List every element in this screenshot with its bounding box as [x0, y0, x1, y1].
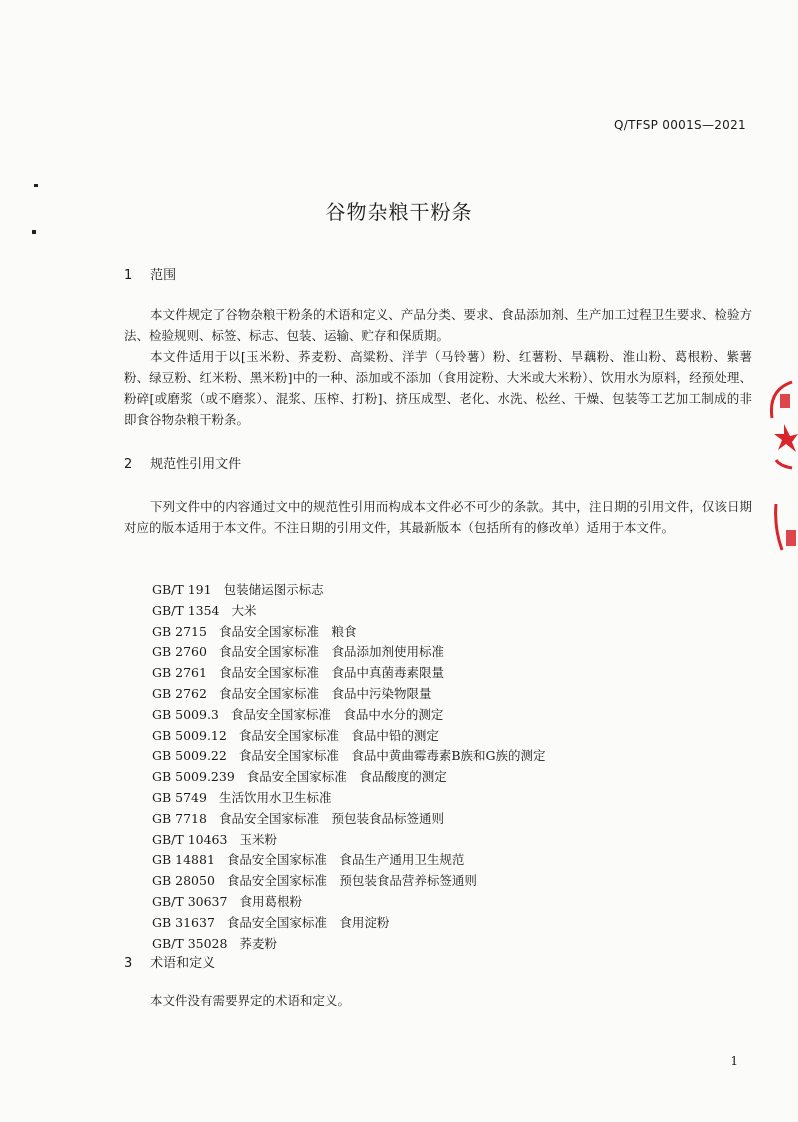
- reference-item: [152, 913, 546, 934]
- section-heading-2: [124, 453, 241, 472]
- reference-item: [152, 892, 546, 913]
- reference-title: 食品安全国家标准 食品中铅的测定: [238, 727, 439, 743]
- reference-item: [152, 684, 546, 705]
- reference-list: [152, 580, 546, 954]
- reference-title: 食品安全国家标准 食品中污染物限量: [218, 685, 432, 701]
- reference-code: GB 5009.22: [152, 748, 227, 764]
- document-number: Q/TFSP 0001S—2021: [614, 118, 746, 132]
- reference-title: 食品安全国家标准 食品中真菌毒素限量: [218, 665, 444, 681]
- reference-item: [152, 809, 546, 830]
- reference-code: GB 7718: [152, 810, 207, 826]
- section-heading-3: [124, 952, 215, 971]
- reference-code: GB/T 191: [152, 582, 212, 597]
- scan-mark: [34, 184, 38, 187]
- reference-code: GB 2762: [152, 685, 207, 701]
- reference-item: [152, 663, 546, 684]
- section-title: 规范性引用文件: [150, 457, 242, 472]
- reference-code: GB 2760: [152, 644, 207, 660]
- reference-code: GB 2761: [152, 665, 207, 681]
- reference-title: 荞麦粉: [239, 935, 277, 951]
- reference-item: [152, 580, 546, 601]
- section-heading-1: [124, 264, 176, 283]
- paragraph: 本文件规定了谷物杂粮干粉条的术语和定义、产品分类、要求、食品添加剂、生产加工过程卫生要求、检验方法、检验规则、标签、标志、包装、运输、贮存和保质期。: [124, 307, 752, 343]
- reference-title: 包装储运图示标志: [223, 582, 324, 597]
- section-title: 术语和定义: [150, 956, 216, 971]
- reference-title: 食品安全国家标准 食用淀粉: [226, 914, 390, 930]
- reference-code: GB 5009.12: [152, 727, 227, 743]
- paragraph: 本文件适用于以[玉米粉、荞麦粉、高粱粉、洋芋（马铃薯）粉、红薯粉、旱藕粉、淮山粉、葛根粉、紫薯粉、绿豆粉、红米粉、黑米粉]中的一种、添加或不添加（食用淀粉、大米或大米粉）、饮用水为原料，经预处理、粉碎[或磨浆（或不磨浆）、混浆、压榨、打粉]、挤压成型、老化、水洗、松丝、干燥、包装等工艺加工制成的非即食谷物杂粮干粉条。: [124, 349, 752, 427]
- section-number: 2: [124, 457, 133, 472]
- reference-item: [152, 850, 546, 871]
- reference-item: [152, 622, 546, 643]
- reference-code: GB 28050: [152, 873, 215, 889]
- reference-title: 玉米粉: [239, 831, 277, 847]
- paragraph: 本文件没有需要界定的术语和定义。: [150, 993, 351, 1008]
- reference-code: GB 5749: [152, 789, 207, 805]
- paragraph: 下列文件中的内容通过文中的规范性引用而构成本文件必不可少的条款。其中，注日期的引用文件，仅该日期对应的版本适用于本文件。不注日期的引用文件，其最新版本（包括所有的修改单）适用于本文件。: [124, 499, 752, 535]
- reference-item: [152, 726, 546, 747]
- reference-title: 食用葛根粉: [239, 893, 302, 909]
- reference-title: 食品安全国家标准 食品中黄曲霉毒素B族和G族的测定: [238, 748, 546, 764]
- reference-item: [152, 601, 546, 622]
- page-number: 1: [730, 1054, 738, 1068]
- reference-title: 食品安全国家标准 食品生产通用卫生规范: [226, 852, 465, 868]
- reference-item: [152, 830, 546, 851]
- reference-item: [152, 871, 546, 892]
- scan-mark: [32, 230, 36, 234]
- reference-code: GB 31637: [152, 914, 215, 930]
- section-title: 范围: [150, 268, 177, 283]
- seal-stamp-icon: [762, 380, 798, 470]
- reference-item: [152, 705, 546, 726]
- reference-item: [152, 788, 546, 809]
- section-number: 1: [124, 268, 133, 283]
- reference-item: [152, 642, 546, 663]
- seal-stamp-fragment-icon: [772, 500, 798, 560]
- reference-code: GB 2715: [152, 623, 207, 639]
- section-number: 3: [124, 956, 133, 971]
- reference-title: 食品安全国家标准 粮食: [218, 623, 357, 639]
- page-title: 谷物杂粮干粉条: [325, 200, 473, 224]
- reference-item: [152, 767, 546, 788]
- reference-code: GB/T 30637: [152, 893, 228, 909]
- reference-code: GB 5009.239: [152, 769, 235, 785]
- reference-title: 食品安全国家标准 预包装食品标签通则: [218, 810, 444, 826]
- reference-title: 大米: [231, 602, 257, 618]
- reference-title: 食品安全国家标准 预包装食品营养标签通则: [226, 873, 477, 889]
- reference-code: GB/T 35028: [152, 935, 228, 951]
- reference-code: GB 14881: [152, 852, 215, 868]
- reference-title: 食品安全国家标准 食品添加剂使用标准: [218, 644, 444, 660]
- reference-title: 生活饮用水卫生标准: [218, 789, 332, 805]
- reference-title: 食品安全国家标准 食品中水分的测定: [230, 706, 444, 722]
- reference-title: 食品安全国家标准 食品酸度的测定: [246, 769, 447, 785]
- reference-code: GB/T 1354: [152, 602, 220, 618]
- reference-code: GB/T 10463: [152, 831, 228, 847]
- reference-code: GB 5009.3: [152, 706, 219, 722]
- reference-item: [152, 746, 546, 767]
